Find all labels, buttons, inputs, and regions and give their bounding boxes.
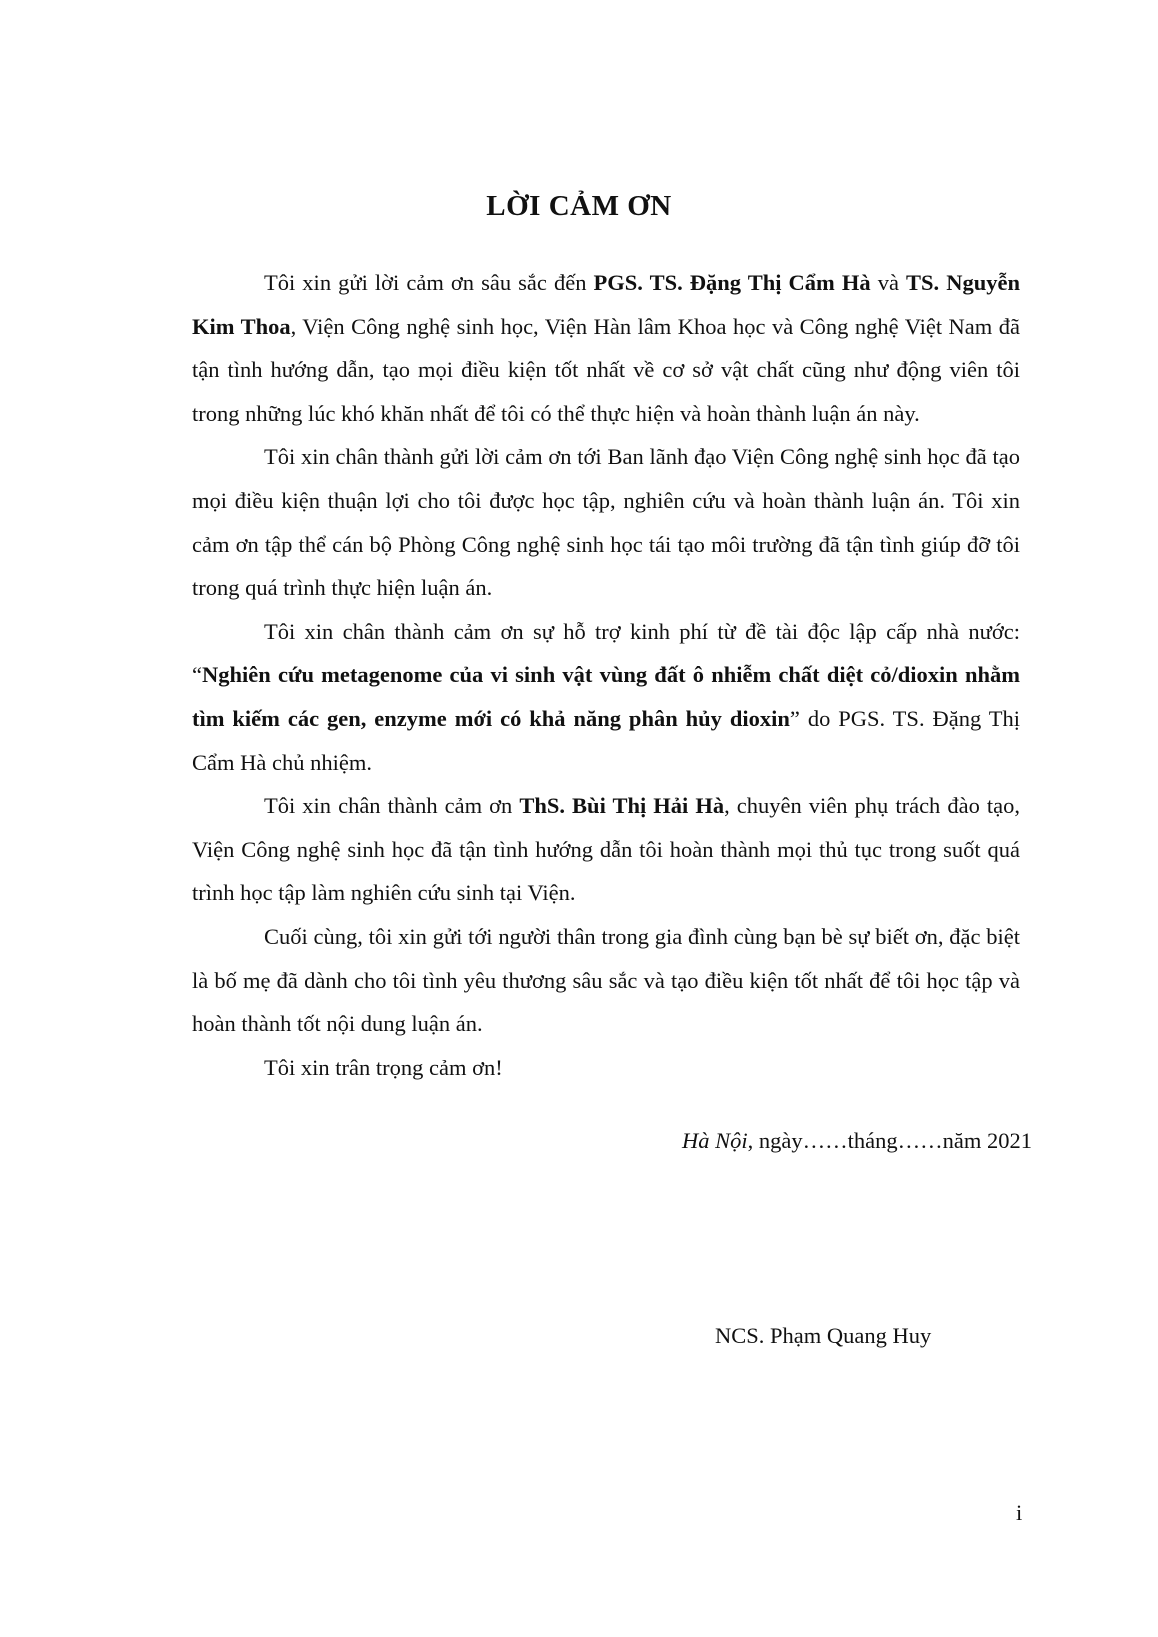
paragraph-3-text-c: ” do PGS. TS. Đặng Thị Cẩm Hà chủ nhiệm. xyxy=(192,705,1021,775)
advisor-2-name: TS. Nguyễn Kim Thoa xyxy=(192,270,1020,339)
paragraph-6: Tôi xin trân trọng cảm ơn! xyxy=(264,1054,503,1080)
paragraph-1-text-e: , Viện Công nghệ sinh học, Viện Hàn lâm Khoa học và Công nghệ Việt Nam đã tận tình hướng dẫn, tạo mọi điều kiện tốt nhất về cơ sở vật chất cũng như động viên tôi trong những lúc khó khăn nhất để tôi có thể thực hiện và hoàn thành luận án này. xyxy=(192,313,1021,426)
paragraph-4 xyxy=(192,784,1020,915)
project-title: Nghiên cứu metagenome của vi sinh vật vùng đất ô nhiễm chất diệt cỏ/dioxin nhằm tìm kiếm các gen, enzyme mới có khả năng phân hủy dioxin xyxy=(192,662,1020,731)
paragraph-3 xyxy=(192,610,1020,784)
page-number: i xyxy=(1016,1500,1023,1525)
paragraph-4-text-a: Tôi xin chân thành cảm ơn xyxy=(264,793,520,819)
paragraph-4-text-c: , chuyên viên phụ trách đào tạo, Viện Công nghệ sinh học đã tận tình hướng dẫn tôi hoàn thành mọi thủ tục trong suốt quá trình học tập làm nghiên cứu sinh tại Viện. xyxy=(192,793,1020,906)
date-line xyxy=(0,1128,1032,1154)
date-place: Hà Nội xyxy=(682,1128,748,1153)
staff-name: ThS. Bùi Thị Hải Hà xyxy=(519,793,725,819)
paragraph-3-text-a: Tôi xin chân thành cảm ơn sự hỗ trợ kinh phí từ đề tài độc lập cấp nhà nước: “ xyxy=(192,618,1020,688)
date-rest: , ngày……tháng……năm 2021 xyxy=(747,1128,1032,1153)
page-title: LỜI CẢM ƠN xyxy=(486,190,672,222)
paragraph-1-text-a: Tôi xin gửi lời cảm ơn sâu sắc đến xyxy=(264,270,594,295)
paragraph-1-text-c: và xyxy=(870,270,906,295)
paragraph-1 xyxy=(192,261,1020,435)
advisor-1-name: PGS. TS. Đặng Thị Cẩm Hà xyxy=(593,270,871,295)
acknowledgement-body xyxy=(192,261,1020,1089)
paragraph-2: Tôi xin chân thành gửi lời cảm ơn tới Ban lãnh đạo Viện Công nghệ sinh học đã tạo mọi điều kiện thuận lợi cho tôi được học tập, nghiên cứu và hoàn thành luận án. Tôi xin cảm ơn tập thể cán bộ Phòng Công nghệ sinh học tái tạo môi trường đã tận tình giúp đỡ tôi trong quá trình thực hiện luận án. xyxy=(192,444,1020,601)
paragraph-5: Cuối cùng, tôi xin gửi tới người thân trong gia đình cùng bạn bè sự biết ơn, đặc biệt là bố mẹ đã dành cho tôi tình yêu thương sâu sắc và tạo điều kiện tốt nhất để tôi học tập và hoàn thành tốt nội dung luận án. xyxy=(192,923,1020,1037)
signature: NCS. Phạm Quang Huy xyxy=(715,1323,932,1348)
